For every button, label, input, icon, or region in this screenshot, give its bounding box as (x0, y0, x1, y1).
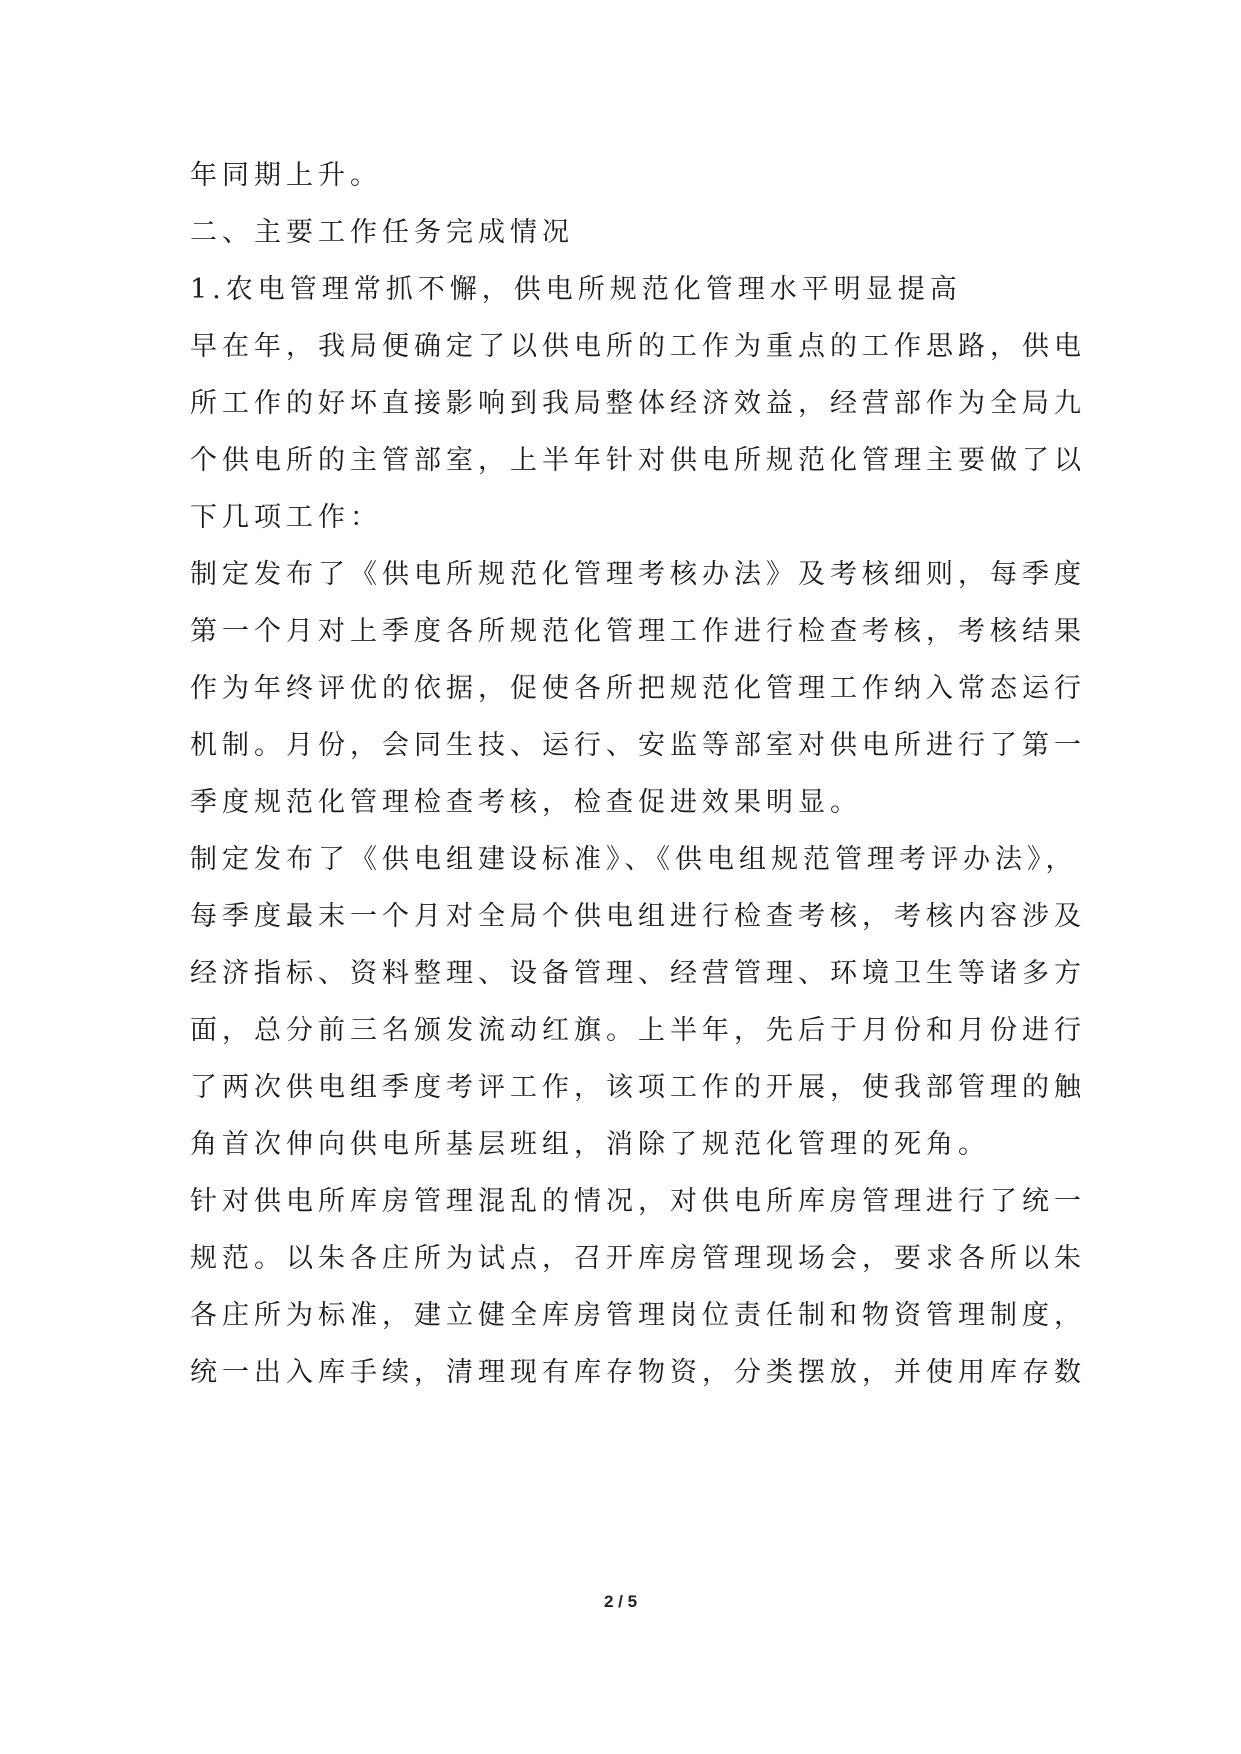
body-line: 角首次伸向供电所基层班组，消除了规范化管理的死角。 (190, 1129, 990, 1160)
body-line: 每季度最末一个月对全局个供电组进行检查考核，考核内容涉及 (190, 901, 1086, 932)
body-line: 针对供电所库房管理混乱的情况，对供电所库房管理进行了统一 (190, 1186, 1086, 1217)
body-line: 作为年终评优的依据，促使各所把规范化管理工作纳入常态运行 (190, 673, 1086, 704)
body-line: 制定发布了《供电所规范化管理考核办法》及考核细则，每季度 (190, 559, 1086, 590)
section-heading: 二、主要工作任务完成情况 (190, 217, 574, 248)
body-line: 个供电所的主管部室，上半年针对供电所规范化管理主要做了以 (190, 445, 1086, 476)
subsection-heading: 1.农电管理常抓不懈，供电所规范化管理水平明显提高 (190, 274, 962, 305)
body-line: 季度规范化管理检查考核，检查促进效果明显。 (190, 787, 862, 818)
body-line: 制定发布了《供电组建设标准》、《供电组规范管理考评办法》， (190, 844, 1078, 875)
body-line: 年同期上升。 (190, 160, 382, 191)
body-line: 统一出入库手续，清理现有库存物资，分类摆放，并使用库存数 (190, 1357, 1086, 1388)
body-line: 经济指标、资料整理、设备管理、经营管理、环境卫生等诸多方 (190, 958, 1086, 989)
body-line: 面，总分前三名颁发流动红旗。上半年，先后于月份和月份进行 (190, 1015, 1086, 1046)
body-line: 早在年，我局便确定了以供电所的工作为重点的工作思路，供电 (190, 331, 1086, 362)
body-line: 所工作的好坏直接影响到我局整体经济效益，经营部作为全局九 (190, 388, 1086, 419)
page-number: 2 / 5 (603, 1592, 638, 1611)
body-line: 规范。以朱各庄所为试点，召开库房管理现场会，要求各所以朱 (190, 1243, 1086, 1274)
body-line: 下几项工作： (190, 502, 382, 533)
body-line: 第一个月对上季度各所规范化管理工作进行检查考核，考核结果 (190, 616, 1086, 647)
body-line: 各庄所为标准，建立健全库房管理岗位责任制和物资管理制度， (190, 1300, 1086, 1331)
body-line: 机制。月份，会同生技、运行、安监等部室对供电所进行了第一 (190, 730, 1086, 761)
body-line: 了两次供电组季度考评工作，该项工作的开展，使我部管理的触 (190, 1072, 1086, 1103)
